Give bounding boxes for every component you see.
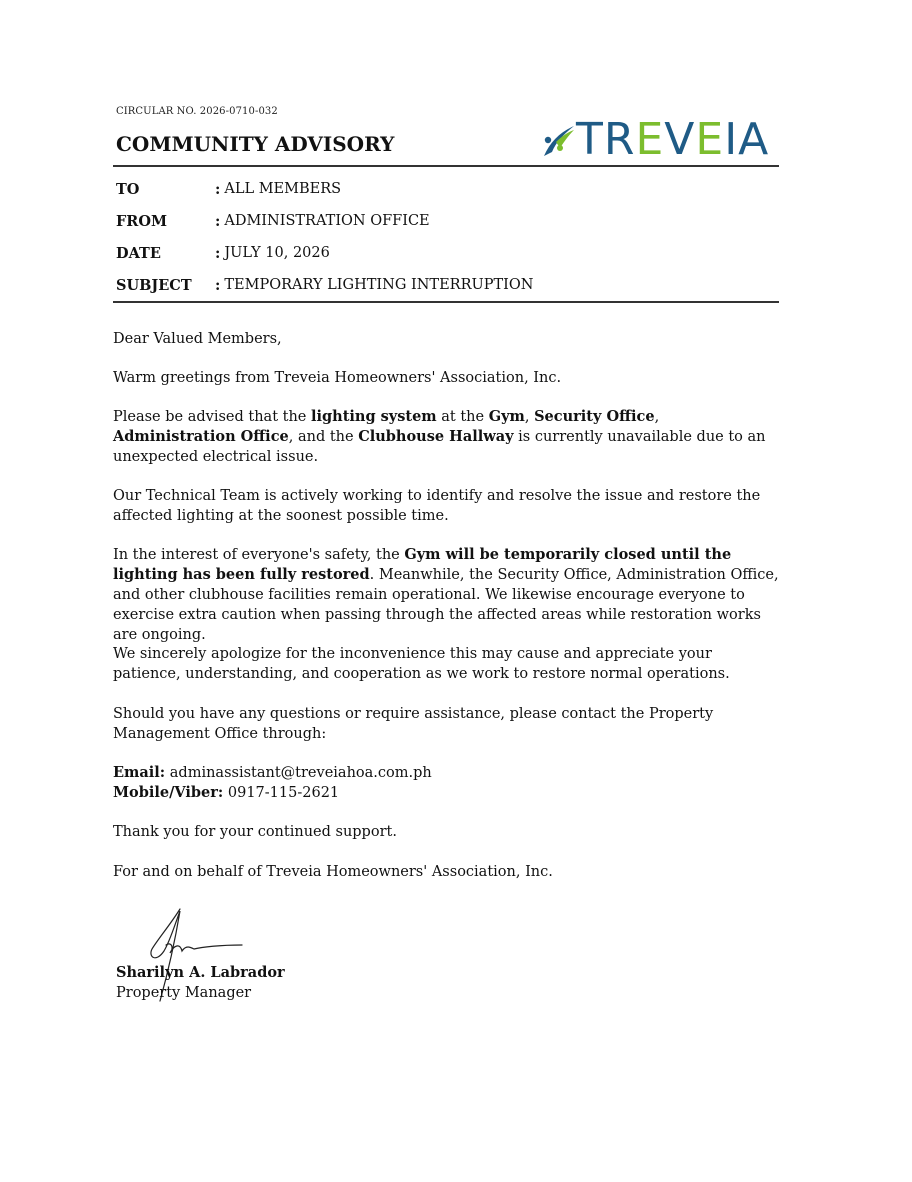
meta-label: FROM: [116, 212, 168, 230]
meta-colon: :: [215, 180, 221, 198]
meta-value: ALL MEMBERS: [224, 181, 342, 197]
salutation: [113, 329, 803, 349]
logo-swoosh-icon: [538, 112, 578, 168]
bold-run: lighting system: [311, 408, 437, 425]
meta-to: [116, 177, 341, 201]
bold-run: Gym will be temporarily closed until the lighting has been fully restored: [113, 546, 732, 583]
salutation-text: Dear Valued Members,: [113, 331, 282, 347]
signatory-name: Sharilyn A. Labrador: [116, 964, 285, 981]
meta-colon: :: [215, 276, 221, 294]
text-run: Please be advised that the: [113, 409, 311, 425]
text-run: . Meanwhile, the Security Office, Administration Office, and other clubhouse facilities remain operational. We likewise encourage everyone to exercise extra caution when passing through the affected areas while restoration works are ongoing.: [113, 567, 779, 643]
document-title: COMMUNITY ADVISORY: [116, 132, 395, 156]
mobile-value: 0917-115-2621: [227, 785, 340, 801]
text-run: , and the: [288, 429, 359, 445]
email-value: adminassistant@treveiahoa.com.ph: [169, 765, 432, 781]
meta-from: [116, 209, 430, 233]
logo-wordmark: TREVEIA: [576, 114, 770, 165]
contact-details: [113, 763, 803, 803]
greeting-text: Warm greetings from Treveia Homeowners' Association, Inc.: [113, 370, 562, 386]
meta-date: [116, 241, 330, 265]
meta-subject: [116, 273, 533, 297]
paragraph-text: Our Technical Team is actively working to identify and resolve the issue and restore the affected lighting at the soonest possible time.: [113, 488, 761, 524]
meta-label: DATE: [116, 244, 161, 262]
paragraph-gym-closure: [113, 545, 783, 645]
circular-number: CIRCULAR NO. 2026-0710-032: [116, 106, 278, 117]
bold-run: Gym: [488, 408, 525, 425]
paragraph-affected-areas: [113, 407, 783, 467]
meta-colon: :: [215, 212, 221, 230]
meta-value: TEMPORARY LIGHTING INTERRUPTION: [224, 277, 534, 293]
text-run: at the: [436, 409, 489, 425]
text-run: In the interest of everyone's safety, the: [113, 547, 405, 563]
bold-run: Clubhouse Hallway: [358, 428, 514, 445]
mobile-label: Mobile/Viber:: [113, 784, 224, 801]
paragraph-technical-team: [113, 486, 763, 526]
meta-divider: [113, 301, 779, 303]
meta-value: ADMINISTRATION OFFICE: [224, 213, 430, 229]
text-run: ,: [654, 409, 660, 425]
meta-label: TO: [116, 180, 140, 198]
meta-value: JULY 10, 2026: [224, 245, 330, 261]
bold-run: Administration Office: [113, 428, 289, 445]
greeting: [113, 368, 803, 388]
treveia-logo: [538, 112, 778, 168]
paragraph-text: Should you have any questions or require assistance, please contact the Property Management Office through:: [113, 706, 714, 742]
header-divider: [113, 165, 779, 167]
thanks-text: Thank you for your continued support.: [113, 824, 397, 840]
bold-run: Security Office: [534, 408, 655, 425]
paragraph-contact-intro: [113, 704, 803, 744]
paragraph-apology: [113, 644, 783, 684]
text-run: ,: [524, 409, 535, 425]
email-label: Email:: [113, 764, 166, 781]
paragraph-text: We sincerely apologize for the inconvenience this may cause and appreciate your patience, understanding, and cooperation as we work to restore normal operations.: [113, 646, 730, 682]
signatory-title: Property Manager: [116, 985, 252, 1001]
behalf-line: [113, 862, 803, 882]
closing-thanks: [113, 822, 803, 842]
meta-label: SUBJECT: [116, 276, 192, 294]
behalf-text: For and on behalf of Treveia Homeowners' Association, Inc.: [113, 864, 553, 880]
text-run: is currently unavailable due to an unexpected electrical issue.: [113, 429, 766, 465]
meta-colon: :: [215, 244, 221, 262]
